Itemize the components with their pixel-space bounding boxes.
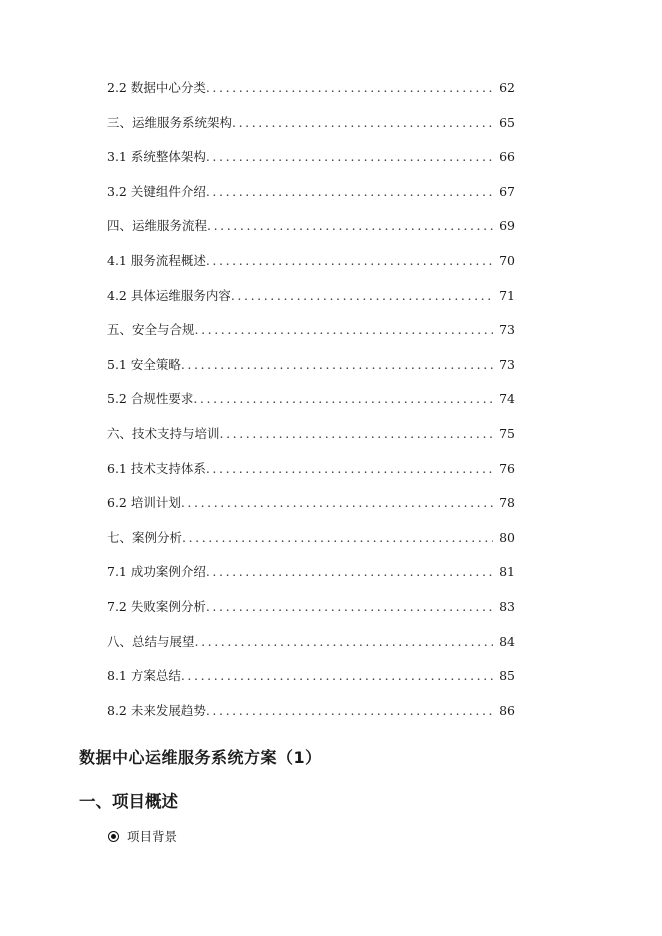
toc-entry-label: 八、总结与展望 — [107, 633, 195, 649]
toc-leader-dots — [206, 80, 493, 95]
toc-page-number: 76 — [499, 460, 515, 476]
toc-entry[interactable] — [107, 701, 515, 736]
toc-leader-dots — [232, 115, 493, 130]
toc-entry[interactable] — [107, 113, 515, 148]
toc-page-number: 67 — [499, 183, 515, 199]
toc-page-number: 69 — [499, 218, 515, 234]
toc-entry[interactable] — [107, 493, 515, 528]
toc-leader-dots — [220, 426, 493, 441]
toc-entry-label: 3.1 系统整体架构 — [107, 149, 206, 165]
toc-leader-dots — [195, 634, 493, 649]
toc-entry[interactable] — [107, 182, 515, 217]
toc-entry[interactable] — [107, 562, 515, 597]
toc-leader-dots — [206, 599, 493, 614]
bullet-item — [108, 827, 177, 845]
toc-leader-dots — [206, 149, 493, 164]
toc-page-number: 62 — [499, 80, 515, 95]
toc-page-number: 74 — [499, 391, 515, 407]
toc-page-number: 65 — [499, 114, 515, 130]
toc-entry[interactable] — [107, 286, 515, 321]
toc-entry-label: 7.2 失败案例分析 — [107, 598, 206, 614]
toc-entry[interactable] — [107, 528, 515, 563]
toc-entry-label: 3.2 关键组件介绍 — [107, 183, 206, 199]
toc-entry-label: 七、案例分析 — [107, 529, 183, 545]
toc-page-number: 85 — [499, 668, 515, 684]
toc-entry-label: 三、运维服务系统架构 — [107, 114, 233, 130]
toc-entry[interactable] — [107, 424, 515, 459]
toc-entry-label: 六、技术支持与培训 — [107, 425, 220, 441]
toc-leader-dots — [207, 218, 493, 233]
toc-entry-label: 4.2 具体运维服务内容 — [107, 287, 231, 303]
toc-entry-label: 8.1 方案总结 — [107, 668, 181, 684]
toc-entry[interactable] — [107, 216, 515, 251]
toc-leader-dots — [182, 530, 493, 545]
toc-page-number: 78 — [499, 495, 515, 511]
toc-entry[interactable] — [107, 666, 515, 701]
toc-page-number: 71 — [499, 287, 515, 303]
toc-page-number: 75 — [499, 425, 515, 441]
toc-leader-dots — [206, 253, 493, 268]
toc-entry-label: 7.1 成功案例介绍 — [107, 564, 206, 580]
toc-entry-label: 4.1 服务流程概述 — [107, 252, 206, 268]
section-heading: 一、项目概述 — [79, 792, 178, 811]
toc-entry[interactable] — [107, 389, 515, 424]
toc-leader-dots — [193, 391, 493, 406]
radio-bullet-icon — [108, 831, 119, 842]
toc-entry-label: 6.2 培训计划 — [107, 495, 181, 511]
table-of-contents — [107, 78, 515, 735]
toc-entry-label: 8.2 未来发展趋势 — [107, 702, 206, 718]
toc-leader-dots — [181, 357, 493, 372]
toc-page-number: 81 — [499, 564, 515, 580]
toc-entry[interactable] — [107, 355, 515, 390]
toc-leader-dots — [181, 495, 493, 510]
toc-page-number: 73 — [499, 356, 515, 372]
toc-entry-label: 2.2 数据中心分类 — [107, 80, 206, 95]
toc-page-number: 80 — [499, 529, 515, 545]
toc-page-number: 86 — [499, 702, 515, 718]
toc-entry-label: 5.1 安全策略 — [107, 356, 181, 372]
toc-leader-dots — [181, 668, 493, 683]
bullet-item-label: 项目背景 — [127, 829, 178, 844]
toc-entry[interactable] — [107, 320, 515, 355]
toc-entry[interactable] — [107, 632, 515, 667]
toc-leader-dots — [206, 703, 493, 718]
toc-leader-dots — [195, 322, 493, 337]
toc-leader-dots — [206, 564, 493, 579]
toc-entry-label: 6.1 技术支持体系 — [107, 460, 206, 476]
toc-entry[interactable] — [107, 78, 515, 113]
toc-entry[interactable] — [107, 597, 515, 632]
toc-page-number: 70 — [499, 252, 515, 268]
toc-page-number: 73 — [499, 322, 515, 338]
toc-leader-dots — [206, 184, 493, 199]
toc-entry[interactable] — [107, 251, 515, 286]
toc-leader-dots — [231, 288, 493, 303]
toc-entry[interactable] — [107, 147, 515, 182]
document-title: 数据中心运维服务系统方案（1） — [79, 748, 322, 767]
toc-leader-dots — [206, 461, 493, 476]
toc-entry-label: 四、运维服务流程 — [107, 218, 208, 234]
toc-entry-label: 五、安全与合规 — [107, 322, 195, 338]
toc-page-number: 84 — [499, 633, 515, 649]
toc-entry[interactable] — [107, 459, 515, 494]
toc-entry-label: 5.2 合规性要求 — [107, 391, 194, 407]
toc-page-number: 83 — [499, 598, 515, 614]
toc-page-number: 66 — [499, 149, 515, 165]
